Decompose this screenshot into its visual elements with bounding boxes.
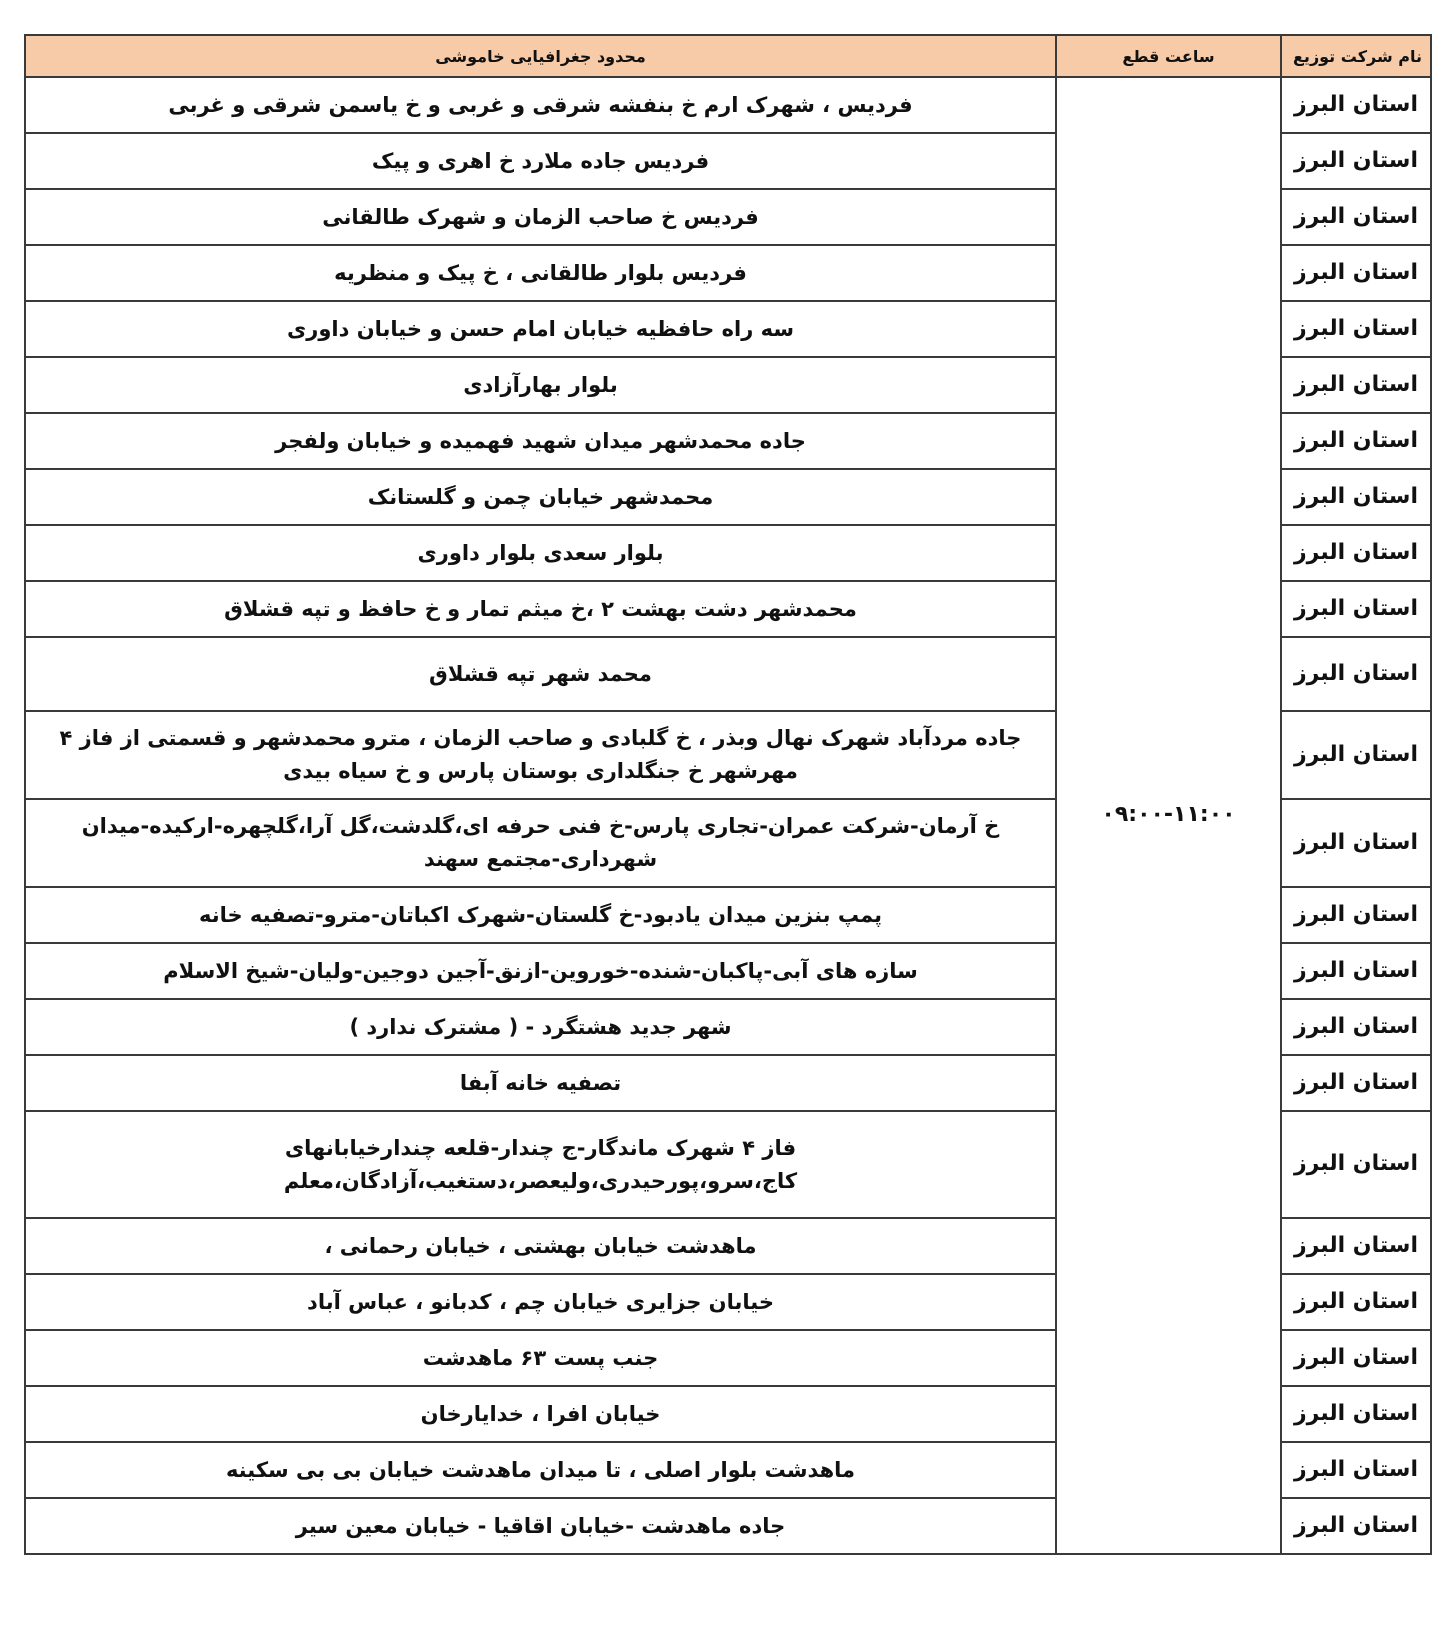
area-cell: سازه های آبی-پاکبان-شنده-خوروین-ازنق-آجین دوجین-ولیان-شیخ الاسلام [25,943,1056,999]
company-cell: استان البرز [1281,887,1431,943]
area-cell: فردیس خ صاحب الزمان و شهرک طالقانی [25,189,1056,245]
area-cell: خ آرمان-شرکت عمران-تجاری پارس-خ فنی حرفه ای،گلدشت،گل آرا،گلچهره-ارکیده-میدان شهرداری-مجتمع سهند [25,799,1056,887]
company-cell: استان البرز [1281,1111,1431,1218]
header-time: ساعت قطع [1056,35,1281,77]
area-cell: جاده محمدشهر میدان شهید فهمیده و خیابان ولفجر [25,413,1056,469]
header-row [25,35,1431,77]
area-cell: ماهدشت بلوار اصلی ، تا میدان ماهدشت خیابان بی بی سکینه [25,1442,1056,1498]
area-cell: فاز ۴ شهرک ماندگار-ج چندار-قلعه چندارخیابانهای کاج،سرو،پورحیدری،ولیعصر،دستغیب،آزادگان،معلم [25,1111,1056,1218]
area-cell: فردیس بلوار طالقانی ، خ پیک و منظریه [25,245,1056,301]
area-cell: ماهدشت خیابان بهشتی ، خیابان رحمانی ، [25,1218,1056,1274]
area-cell: تصفیه خانه آبفا [25,1055,1056,1111]
area-cell: شهر جدید هشتگرد - ( مشترک ندارد ) [25,999,1056,1055]
company-cell: استان البرز [1281,999,1431,1055]
company-cell: استان البرز [1281,1055,1431,1111]
area-cell: خیابان جزایری خیابان چم ، کدبانو ، عباس آباد [25,1274,1056,1330]
company-cell: استان البرز [1281,943,1431,999]
table-body [25,77,1431,1554]
company-cell: استان البرز [1281,301,1431,357]
area-cell: خیابان افرا ، خدایارخان [25,1386,1056,1442]
company-cell: استان البرز [1281,413,1431,469]
outage-table-container [24,34,1430,1555]
company-cell: استان البرز [1281,1274,1431,1330]
company-cell: استان البرز [1281,469,1431,525]
company-cell: استان البرز [1281,357,1431,413]
area-cell: جاده مردآباد شهرک نهال وبذر ، خ گلبادی و صاحب الزمان ، مترو محمدشهر و قسمتی از فاز ۴ مهرشهر خ جنگلداری بوستان پارس و خ سیاه بیدی [25,711,1056,799]
header-company: نام شرکت توزیع [1281,35,1431,77]
area-cell: بلوار سعدی بلوار داوری [25,525,1056,581]
area-cell: محمد شهر تپه قشلاق [25,637,1056,711]
area-cell: جنب پست ۶۳ ماهدشت [25,1330,1056,1386]
company-cell: استان البرز [1281,245,1431,301]
area-cell: سه راه حافظیه خیابان امام حسن و خیابان داوری [25,301,1056,357]
area-cell: فردیس ، شهرک ارم خ بنفشه شرقی و غربی و خ یاسمن شرقی و غربی [25,77,1056,133]
company-cell: استان البرز [1281,711,1431,799]
company-cell: استان البرز [1281,581,1431,637]
company-cell: استان البرز [1281,637,1431,711]
area-cell: فردیس جاده ملارد خ اهری و پیک [25,133,1056,189]
company-cell: استان البرز [1281,1218,1431,1274]
company-cell: استان البرز [1281,133,1431,189]
company-cell: استان البرز [1281,525,1431,581]
company-cell: استان البرز [1281,1442,1431,1498]
area-cell: بلوار بهارآزادی [25,357,1056,413]
company-cell: استان البرز [1281,1386,1431,1442]
area-cell: جاده ماهدشت -خیابان اقاقیا - خیابان معین سیر [25,1498,1056,1554]
table-row [25,77,1431,133]
company-cell: استان البرز [1281,1498,1431,1554]
time-slot-cell: ۰۹:۰۰-۱۱:۰۰ [1056,77,1281,1554]
company-cell: استان البرز [1281,77,1431,133]
area-cell: محمدشهر خیابان چمن و گلستانک [25,469,1056,525]
outage-table [24,34,1432,1555]
header-area: محدود جغرافیایی خاموشی [25,35,1056,77]
area-cell: پمپ بنزین میدان یادبود-خ گلستان-شهرک اکباتان-مترو-تصفیه خانه [25,887,1056,943]
company-cell: استان البرز [1281,799,1431,887]
company-cell: استان البرز [1281,189,1431,245]
company-cell: استان البرز [1281,1330,1431,1386]
area-cell: محمدشهر دشت بهشت ۲ ،خ میثم تمار و خ حافظ و تپه قشلاق [25,581,1056,637]
